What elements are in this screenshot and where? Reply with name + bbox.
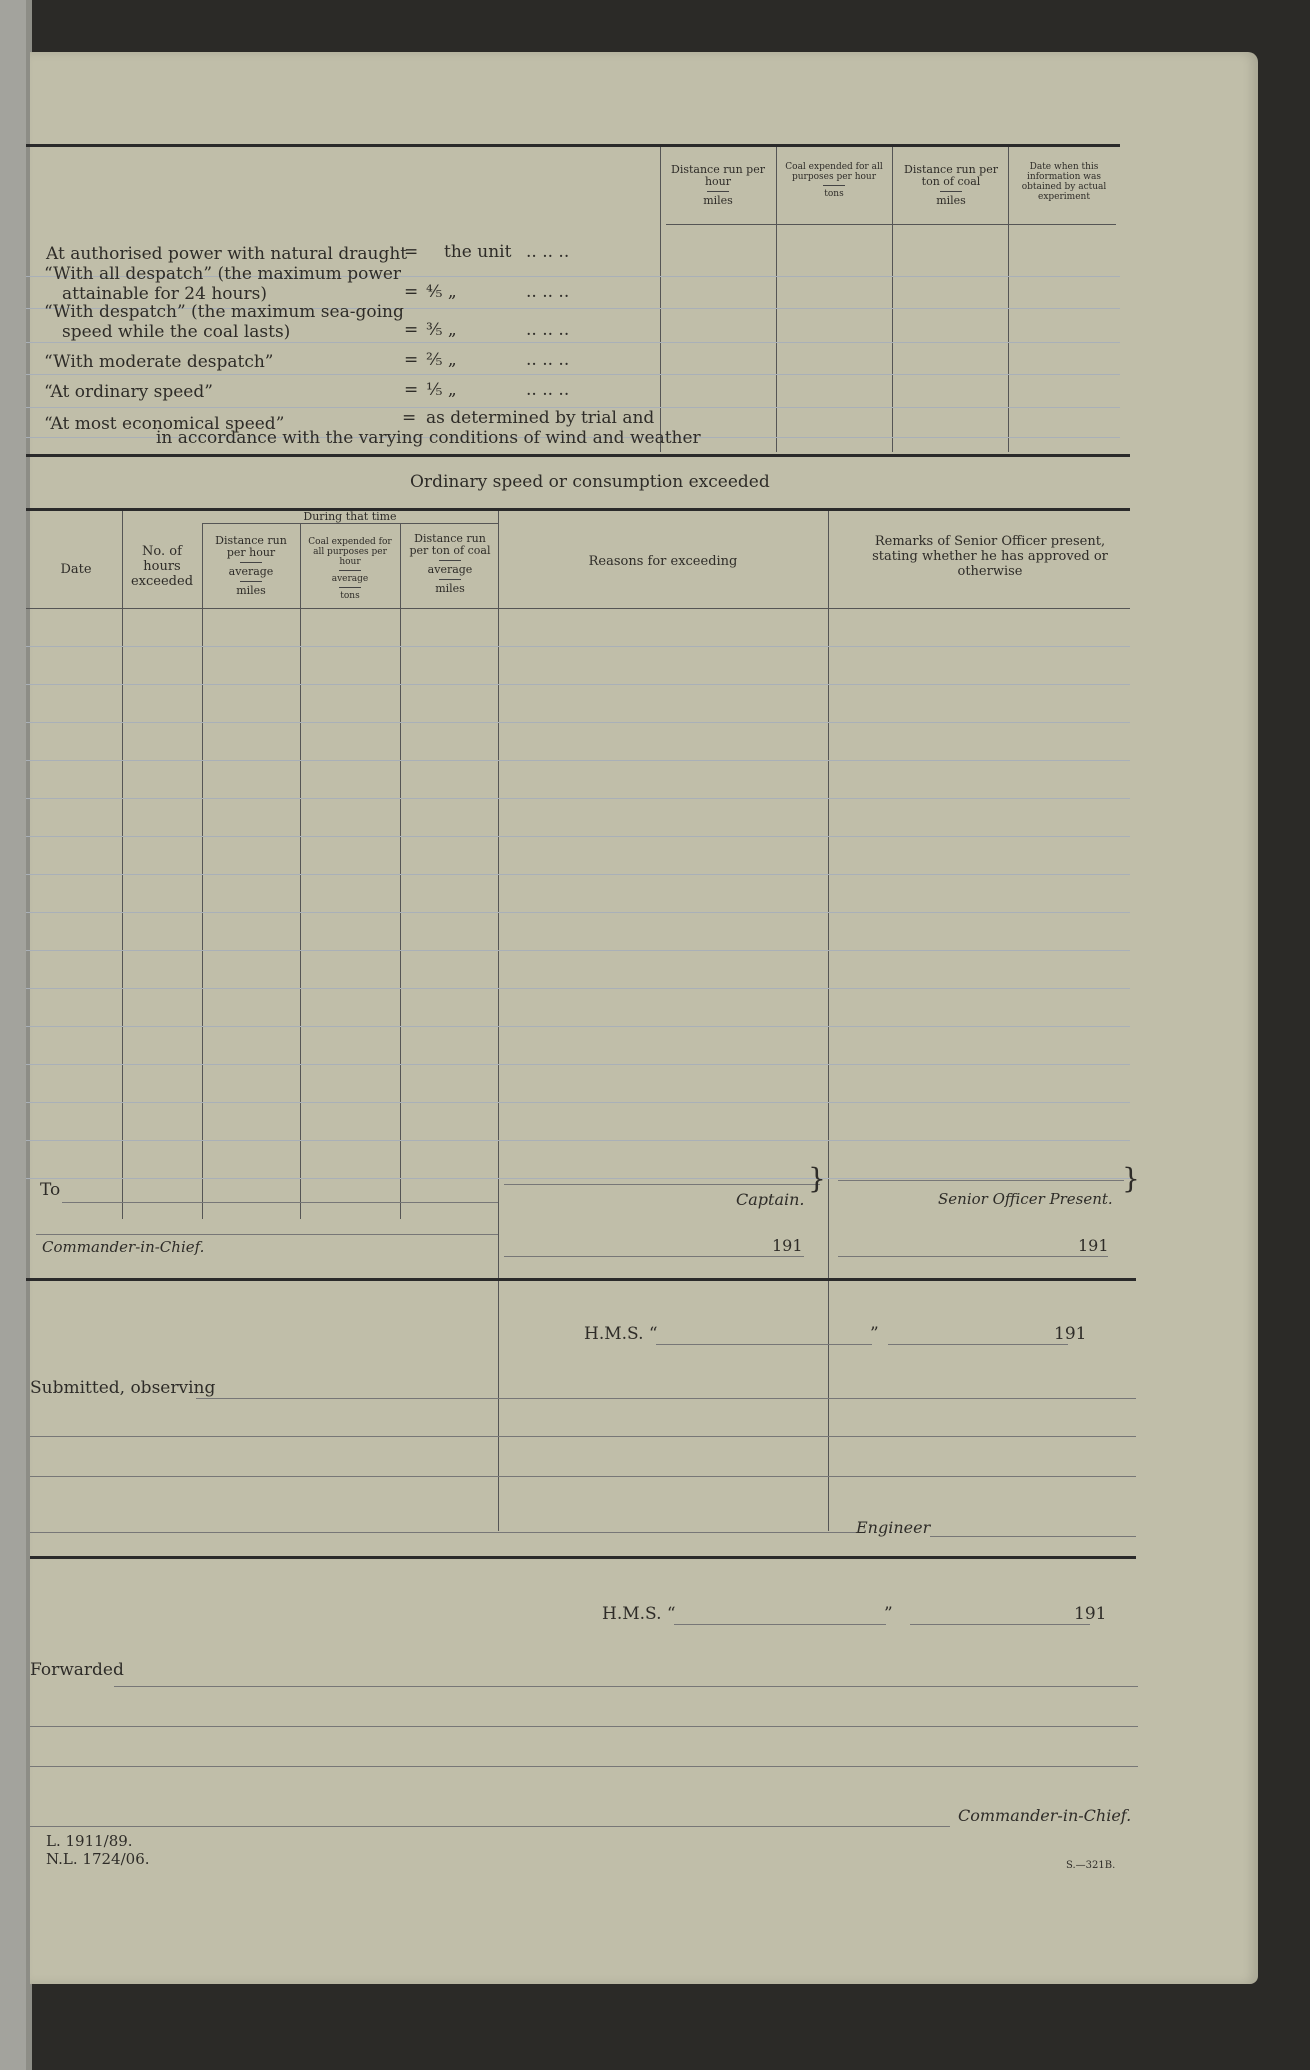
book-spine bbox=[0, 0, 26, 2070]
header-rule bbox=[666, 224, 1116, 225]
row-ratio: = bbox=[404, 350, 419, 370]
col-line bbox=[122, 511, 123, 1219]
row-ratio: = bbox=[404, 242, 419, 262]
write-line bbox=[30, 1726, 1138, 1727]
brace: } bbox=[1122, 1162, 1140, 1195]
ruled-line bbox=[26, 374, 1120, 375]
write-line bbox=[30, 1826, 950, 1827]
row-value: ⁴⁄₅ „ bbox=[426, 282, 457, 302]
row-despatch: “With despatch” (the maximum sea-going bbox=[44, 302, 404, 322]
reference-numbers bbox=[46, 1832, 150, 1868]
header-coal-per-hour: Coal expended for all purposes per hour tons bbox=[785, 162, 883, 199]
footer-rule-2 bbox=[30, 1556, 1136, 1559]
year-1: 191 bbox=[772, 1236, 803, 1255]
hms-1: H.M.S. “ bbox=[584, 1324, 658, 1344]
row-ordinary-speed: “At ordinary speed” bbox=[44, 382, 213, 402]
row-dots: .. .. .. bbox=[526, 242, 570, 262]
top-rule bbox=[26, 144, 1120, 147]
ruled-line bbox=[26, 988, 1130, 989]
captain-line bbox=[504, 1184, 820, 1185]
row-dots: .. .. .. bbox=[526, 320, 570, 340]
row-dots: .. .. .. bbox=[526, 282, 570, 302]
section-title: Ordinary speed or consumption exceeded bbox=[410, 472, 770, 492]
ruled-line bbox=[26, 1140, 1130, 1141]
commander-label-2: Commander-in-Chief. bbox=[958, 1806, 1132, 1825]
col-line bbox=[300, 524, 301, 1219]
submitted-label: Submitted, observing bbox=[30, 1378, 216, 1398]
header-dist-ton: Distance run per ton of coal average miles bbox=[409, 532, 491, 595]
ruled-line bbox=[26, 1178, 1130, 1179]
ruled-line bbox=[26, 874, 1130, 875]
col-line bbox=[828, 511, 829, 1531]
forwarded-label: Forwarded bbox=[30, 1660, 124, 1680]
row-value: ¹⁄₅ „ bbox=[426, 380, 457, 400]
row-value: as determined by trial and bbox=[426, 408, 655, 428]
section-rule bbox=[26, 454, 1130, 457]
lower-header-rule bbox=[26, 608, 1130, 609]
ruled-line bbox=[26, 950, 1130, 951]
row-despatch-2: speed while the coal lasts) bbox=[62, 322, 291, 342]
form-number: S.—321B. bbox=[1066, 1860, 1116, 1871]
engineer-label: Engineer bbox=[856, 1518, 931, 1537]
write-line bbox=[30, 1476, 1136, 1477]
row-value: ²⁄₅ „ bbox=[426, 350, 457, 370]
during-rule bbox=[202, 523, 498, 524]
row-value: ³⁄₅ „ bbox=[426, 320, 457, 340]
row-ratio: = bbox=[404, 380, 419, 400]
year-3: 191 bbox=[1054, 1324, 1087, 1344]
col-line bbox=[498, 511, 499, 1531]
commander-label: Commander-in-Chief. bbox=[42, 1238, 205, 1256]
form-page bbox=[30, 52, 1258, 1984]
write-line bbox=[30, 1532, 856, 1533]
header-date: Date bbox=[60, 562, 92, 577]
row-economical-speed: “At most economical speed” bbox=[44, 414, 285, 434]
footer-rule bbox=[26, 1278, 1136, 1281]
ruled-line bbox=[26, 1064, 1130, 1065]
ruled-line bbox=[26, 722, 1130, 723]
write-line bbox=[30, 1766, 1138, 1767]
year-line bbox=[504, 1256, 804, 1257]
to-line bbox=[62, 1202, 498, 1203]
col-line bbox=[400, 524, 401, 1219]
hms-1-close: ” bbox=[870, 1324, 879, 1344]
lower-table-top-rule bbox=[26, 508, 1130, 511]
ruled-line bbox=[26, 1102, 1130, 1103]
row-dots: .. .. .. bbox=[526, 350, 570, 370]
ruled-line bbox=[26, 798, 1130, 799]
row-authorised-power: At authorised power with natural draught bbox=[46, 244, 408, 264]
ref-2: N.L. 1724/06. bbox=[46, 1850, 150, 1868]
date-line bbox=[888, 1344, 1068, 1345]
year-4: 191 bbox=[1074, 1604, 1107, 1624]
row-dots: .. .. .. bbox=[526, 380, 570, 400]
header-hours: No. of hours exceeded bbox=[130, 544, 194, 589]
header-distance-per-hour: Distance run per hour miles bbox=[671, 163, 765, 207]
ruled-line bbox=[26, 684, 1130, 685]
year-2: 191 bbox=[1078, 1236, 1109, 1255]
header-coal: Coal expended for all purposes per hour average tons bbox=[308, 537, 392, 601]
ship-name-line bbox=[674, 1624, 886, 1625]
to-line-2 bbox=[36, 1234, 498, 1235]
col-line bbox=[202, 524, 203, 1219]
senior-officer-label: Senior Officer Present. bbox=[938, 1190, 1113, 1208]
ruled-line bbox=[26, 836, 1130, 837]
to-label: To bbox=[40, 1180, 61, 1200]
captain-label: Captain. bbox=[736, 1190, 805, 1209]
row-ratio: = bbox=[402, 408, 417, 428]
brace: } bbox=[808, 1162, 826, 1195]
row-moderate-despatch: “With moderate despatch” bbox=[44, 352, 274, 372]
header-reasons: Reasons for exceeding bbox=[588, 554, 738, 569]
header-dist-hour: Distance run per hour average miles bbox=[215, 534, 287, 597]
year-line bbox=[838, 1256, 1108, 1257]
row-ratio: = bbox=[404, 320, 419, 340]
hms-2: H.M.S. “ bbox=[602, 1604, 676, 1624]
header-remarks: Remarks of Senior Officer present, stating whether he has approved or otherwise bbox=[872, 534, 1108, 579]
ref-1: L. 1911/89. bbox=[46, 1832, 133, 1850]
write-line bbox=[196, 1398, 1136, 1399]
write-line bbox=[114, 1686, 1138, 1687]
senior-line bbox=[838, 1180, 1124, 1181]
ruled-line bbox=[26, 646, 1130, 647]
write-line bbox=[930, 1536, 1136, 1537]
header-distance-per-ton: Distance run per ton of coal miles bbox=[904, 163, 998, 207]
ruled-line bbox=[26, 342, 1120, 343]
write-line bbox=[30, 1436, 1136, 1437]
ship-name-line bbox=[656, 1344, 872, 1345]
ruled-line bbox=[26, 760, 1130, 761]
row-value: the unit bbox=[444, 242, 512, 262]
row-all-despatch: “With all despatch” (the maximum power bbox=[44, 264, 402, 284]
ruled-line bbox=[26, 912, 1130, 913]
header-date-obtained: Date when this information was obtained by actual experiment bbox=[1021, 162, 1107, 202]
date-line bbox=[910, 1624, 1090, 1625]
hms-2-close: ” bbox=[884, 1604, 893, 1624]
row-all-despatch-2: attainable for 24 hours) bbox=[62, 284, 267, 304]
ruled-line bbox=[26, 1026, 1130, 1027]
row-ratio: = bbox=[404, 282, 419, 302]
row-value-2: in accordance with the varying conditions of wind and weather bbox=[156, 428, 701, 448]
header-during: During that time bbox=[303, 510, 397, 523]
